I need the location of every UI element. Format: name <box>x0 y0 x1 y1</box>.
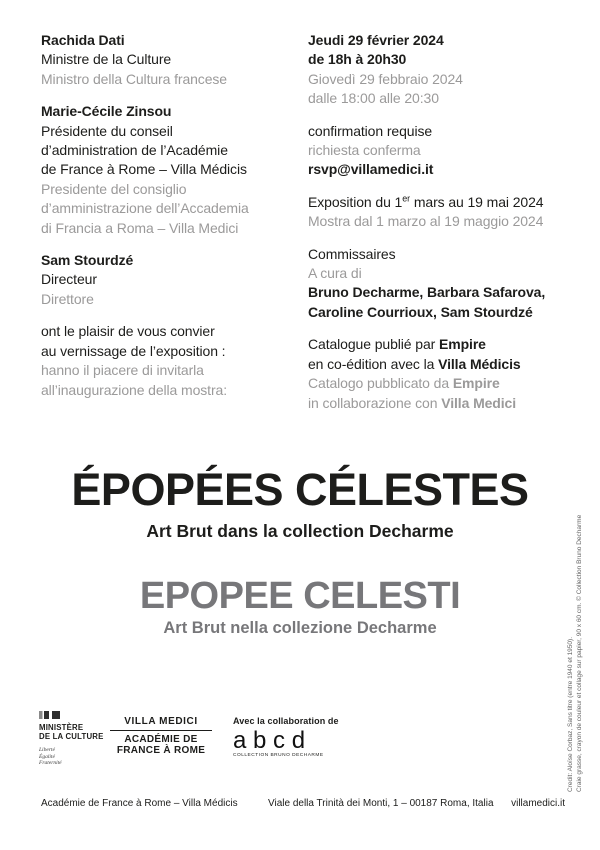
event-date-fr: Jeudi 29 février 2024 <box>308 32 444 48</box>
person-role-fr: Ministre de la Culture <box>41 51 172 68</box>
rsvp-email[interactable]: rsvp@villamedici.it <box>308 161 434 178</box>
villa-medici-logo-line: FRANCE À ROME <box>116 745 206 756</box>
abcd-collaboration-logo <box>233 716 339 759</box>
catalogue-fr: en co-édition avec la Villa Médicis <box>308 355 521 372</box>
curators-label-it: A cura di <box>308 265 362 282</box>
person-role-fr: d’administration de l’Académie <box>41 142 228 159</box>
french-flag-icon <box>39 711 61 719</box>
villa-medici-logo <box>110 716 212 756</box>
event-time-it: dalle 18:00 alle 20:30 <box>308 90 439 107</box>
invitation-fr: au vernissage de l’exposition : <box>41 342 226 359</box>
catalogue-it: in collaborazione con Villa Medici <box>308 394 517 411</box>
person-block-zinsou <box>41 102 303 238</box>
person-name: Sam Stourdzé <box>41 252 134 269</box>
artwork-credit-line: Craie grasse, crayon de couleur et collage sur papier, 90 x 60 cm. © Collection Bruno Decharme <box>576 514 583 792</box>
rsvp-block <box>308 122 586 180</box>
villa-medici-logo-line: ACADÉMIE DE <box>124 734 198 745</box>
footer <box>0 798 600 812</box>
exhibition-subtitle-it: Art Brut nella collezione Decharme <box>163 619 437 637</box>
abcd-logo: a b c d <box>233 727 306 754</box>
event-date-it: Giovedì 29 febbraio 2024 <box>308 70 463 87</box>
footer-address: Viale della Trinità dei Monti, 1 – 00187 Roma, Italia <box>268 798 494 809</box>
footer-institution: Académie de France à Rome – Villa Médicis <box>41 798 238 809</box>
abcd-logo-subline: COLLECTION BRUNO DECHARME <box>233 753 324 758</box>
rsvp-label-fr: confirmation requise <box>308 122 433 139</box>
event-datetime <box>308 31 586 109</box>
person-role-it: Presidente del consiglio <box>41 180 187 197</box>
person-role-it: Ministro della Cultura francese <box>41 70 227 87</box>
exhibition-dates-fr: Exposition du 1er mars au 19 mai 2024 <box>308 193 544 210</box>
invitation-text <box>41 322 303 400</box>
event-time-fr: de 18h à 20h30 <box>308 51 407 68</box>
exhibition-title-fr: ÉPOPÉES CÉLESTES <box>71 464 529 515</box>
curators-label-fr: Commissaires <box>308 245 396 262</box>
person-role-it: Direttore <box>41 290 94 307</box>
exhibition-dates-it: Mostra dal 1 marzo al 19 maggio 2024 <box>308 213 544 230</box>
person-role-fr: de France à Rome – Villa Médicis <box>41 161 247 178</box>
catalogue-block <box>308 335 586 413</box>
exhibition-title-it: EPOPEE CELESTI <box>139 575 461 617</box>
ministry-motto: Liberté Égalité Fraternité <box>39 747 62 766</box>
person-name: Marie-Cécile Zinsou <box>41 103 172 120</box>
person-role-it: d’amministrazione dell’Accademia <box>41 200 249 217</box>
invitation-it: hanno il piacere di invitarla <box>41 362 204 379</box>
rsvp-label-it: richiesta conferma <box>308 142 421 159</box>
catalogue-fr: Catalogue publié par Empire <box>308 336 486 353</box>
catalogue-it: Catalogo pubblicato da Empire <box>308 375 500 392</box>
ministry-logo-line: DE LA CULTURE <box>39 732 104 741</box>
exhibition-dates <box>308 193 586 232</box>
left-column <box>41 31 303 413</box>
curators-names: Bruno Decharme, Barbara Safarova, <box>308 284 546 301</box>
ordinal-superscript: er <box>402 193 411 204</box>
person-role-fr: Directeur <box>41 271 97 288</box>
invitation-it: all’inaugurazione della mostra: <box>41 381 228 398</box>
exhibition-subtitle-fr: Art Brut dans la collection Decharme <box>146 521 454 541</box>
person-name: Rachida Dati <box>41 32 125 48</box>
collaboration-label: Avec la collaboration de <box>233 716 339 726</box>
invitation-fr: ont le plaisir de vous convier <box>41 323 215 340</box>
villa-medici-logo-title: VILLA MEDICI <box>110 716 212 731</box>
footer-website[interactable]: villamedici.it <box>511 798 565 809</box>
ministry-culture-logo <box>39 711 117 767</box>
person-role-it: di Francia a Roma – Villa Medici <box>41 219 239 236</box>
curators-names: Caroline Courrioux, Sam Stourdzé <box>308 303 533 320</box>
artwork-credit-line: Credit: Aloïse Corbaz, Sans titre (entre 1940 et 1950). <box>567 636 574 792</box>
person-role-fr: Présidente du conseil <box>41 122 173 139</box>
ministry-logo-line: MINISTÈRE <box>39 723 84 732</box>
artwork-credit <box>566 474 584 792</box>
person-block-stourdze <box>41 251 303 309</box>
right-column <box>308 31 586 426</box>
person-block-dati <box>41 31 303 89</box>
curators-block <box>308 245 586 323</box>
